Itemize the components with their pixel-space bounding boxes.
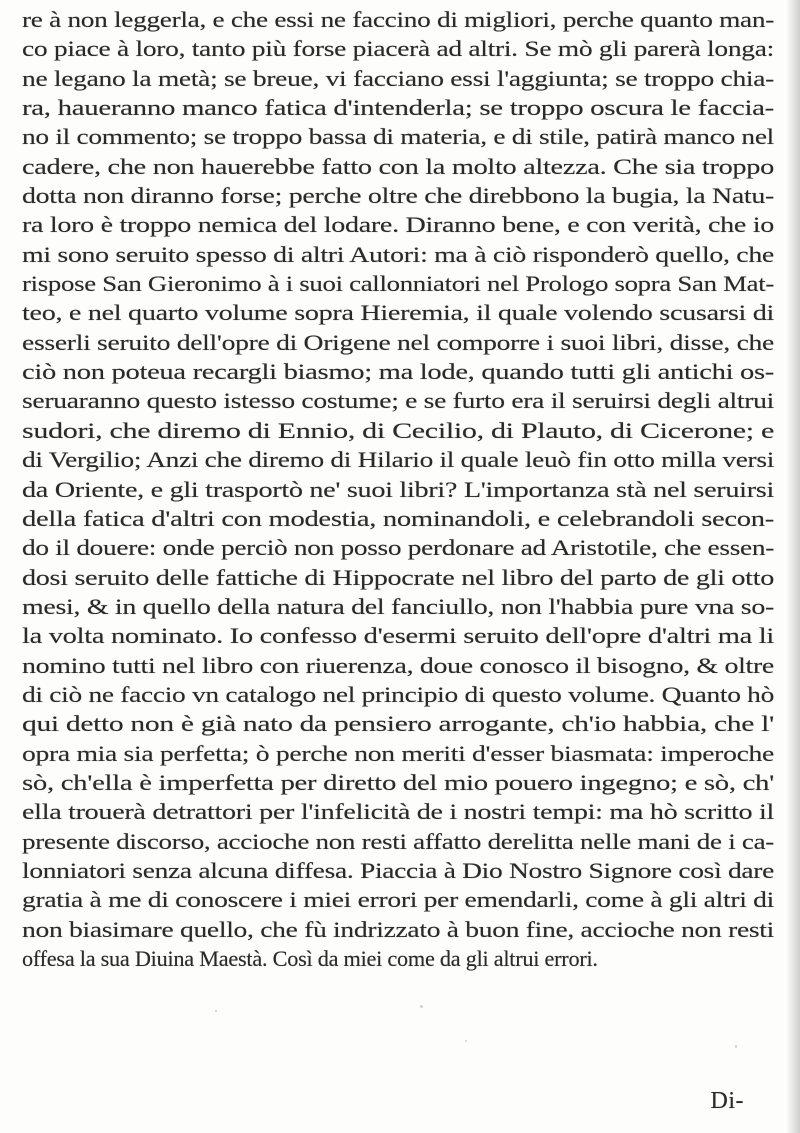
text-line: teo, e nel quarto volume sopra Hieremia, il quale volendo scusarsi di <box>22 300 774 326</box>
text-line: ra loro è troppo nemica del lodare. Diranno bene, e con verità, che io <box>22 212 774 238</box>
catchword: Di- <box>710 1088 744 1114</box>
page-text <box>22 5 782 973</box>
text-line: sò, ch'ella è imperfetta per diretto del mio pouero ingegno; e sò, ch' <box>22 769 774 795</box>
text-line: sudori, che diremo di Ennio, di Cecilio, di Plauto, di Cicerone; e <box>22 417 775 443</box>
text-line: re à non leggerla, e che essi ne faccino di migliori, perche quanto man- <box>22 7 774 32</box>
text-line: di Vergilio; Anzi che diremo di Hilario il quale leuò fin otto milla versi <box>22 447 774 473</box>
text-line: mesi, & in quello della natura del fanciullo, non l'habbia pure vna so- <box>22 593 774 619</box>
text-line: do il douere: onde perciò non posso perdonare ad Aristotile, che essen- <box>22 535 774 561</box>
text-line: co piace à loro, tanto più forse piacerà ad altri. Se mò gli parerà longa: <box>22 36 774 62</box>
text-line: nomino tutti nel libro con riuerenza, doue conosco il bisogno, & oltre <box>22 652 774 678</box>
paper-speck <box>215 1010 217 1012</box>
text-line: non biasimare quello, che fù indrizzato à buon fine, accioche non resti <box>22 916 774 942</box>
text-line: presente discorso, accioche non resti affatto derelitta nelle mani de i ca- <box>22 828 774 854</box>
text-line: la volta nominato. Io confesso d'esermi seruito dell'opre d'altri ma li <box>22 623 774 649</box>
text-line: ella trouerà detrattori per l'infelicità de i nostri tempi: ma hò scritto il <box>22 799 774 825</box>
text-line: cadere, che non hauerebbe fatto con la molto altezza. Che sia troppo <box>22 153 774 179</box>
text-line: della fatica d'altri con modestia, nominandoli, e celebrandoli secon- <box>22 505 774 531</box>
page-edge-shadow <box>786 0 800 1133</box>
text-line: qui detto non è già nato da pensiero arrogante, ch'io habbia, che l' <box>22 711 774 737</box>
text-line: ciò non poteua recargli biasmo; ma lode, quando tutti gli antichi os- <box>22 359 774 385</box>
text-line: di ciò ne faccio vn catalogo nel principio di questo volume. Quanto hò <box>22 681 774 707</box>
text-line: lonniatori senza alcuna diffesa. Piaccia à Dio Nostro Signore così dare <box>22 857 774 883</box>
text-line: mi sono seruito spesso di altri Autori: ma à ciò risponderò quello, che <box>22 241 774 267</box>
paper-speck <box>420 1005 423 1008</box>
text-line: dotta non diranno forse; perche oltre che direbbono la bugia, la Natu- <box>22 183 774 209</box>
text-line: opra mia sia perfetta; ò perche non meriti d'esser biasmata: imperoche <box>22 740 774 766</box>
text-line: da Oriente, e gli trasportò ne' suoi libri? L'importanza stà nel seruirsi <box>22 476 774 502</box>
text-line: ne legano la metà; se breue, vi facciano essi l'aggiunta; se troppo chia- <box>22 65 774 91</box>
text-line: esserli seruito dell'opre di Origene nel comporre i suoi libri, disse, che <box>22 329 774 355</box>
text-line: gratia à me di conoscere i miei errori per emendarli, come à gli altri di <box>22 887 774 913</box>
text-line: seruaranno questo istesso costume; e se furto era il seruirsi degli altrui <box>22 388 774 414</box>
text-line: offesa la sua Diuina Maestà. Così da miei come da gli altrui errori. <box>22 946 598 971</box>
paper-speck <box>735 1045 737 1048</box>
paper-speck <box>465 1040 467 1042</box>
text-line: ra, haueranno manco fatica d'intenderla; se troppo oscura le faccia- <box>22 95 774 121</box>
text-line: rispose San Gieronimo à i suoi callonniatori nel Prologo sopra San Mat- <box>22 271 774 297</box>
text-line: dosi seruito delle fattiche di Hippocrate nel libro del parto de gli otto <box>22 564 774 590</box>
text-line: no il commento; se troppo bassa di materia, e di stile, patirà manco nel <box>22 124 774 150</box>
